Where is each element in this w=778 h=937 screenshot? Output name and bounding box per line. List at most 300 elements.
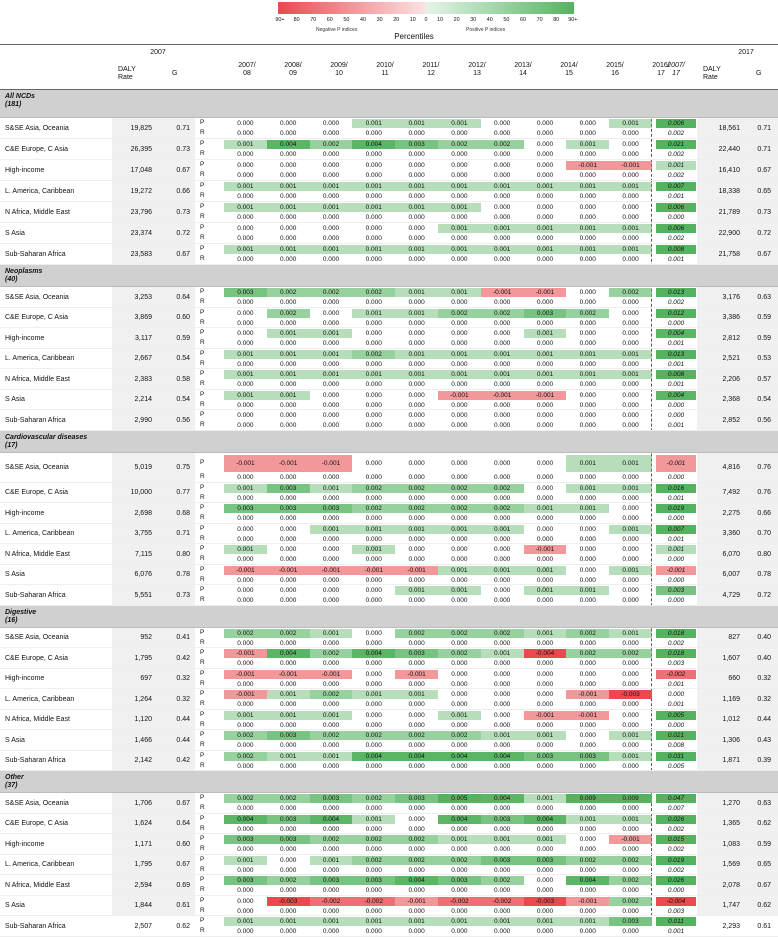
period-header-sub: 16: [611, 70, 619, 77]
r-value: 0.000: [451, 494, 468, 502]
section-count: (40): [5, 276, 18, 283]
r-value: 0.000: [322, 494, 340, 502]
r-value: 0.000: [280, 742, 297, 749]
r-value: 0.000: [280, 846, 297, 853]
r-value: 0.000: [622, 381, 639, 388]
r-label: R: [200, 845, 205, 852]
p-value: -0.002: [310, 897, 353, 906]
r-value: 0.000: [536, 907, 554, 915]
p-value: 0.001: [395, 119, 438, 128]
region-name: L. America, Caribbean: [5, 355, 75, 363]
p-total: 0.004: [656, 329, 696, 338]
legend-tick-zero: 0: [424, 17, 428, 23]
g-2017: 0.54: [757, 396, 771, 404]
p-value: 0.004: [524, 815, 567, 824]
section-header: [0, 90, 778, 118]
r-value: 0.000: [579, 701, 596, 708]
table-row: [0, 896, 778, 917]
g-2007: 0.56: [176, 416, 190, 424]
p-value: 0.000: [408, 711, 425, 719]
p-value: 0.001: [609, 350, 652, 359]
r-value: 0.000: [494, 422, 511, 429]
table-row: [0, 628, 778, 649]
p-label: P: [200, 876, 205, 883]
r-value: 0.000: [322, 381, 340, 388]
region-name: C&E Europe, C Asia: [5, 146, 69, 153]
r-value: 0.000: [408, 639, 425, 647]
p-value: 0.002: [395, 504, 438, 513]
r-value: 0.000: [365, 660, 382, 667]
r-index-row: [200, 400, 652, 410]
table-row: [0, 875, 778, 896]
p-total: -0.001: [656, 566, 696, 575]
p-value: -0.001: [566, 690, 609, 699]
r-value: 0.000: [536, 576, 554, 584]
p-value: -0.001: [566, 161, 609, 170]
p-value: 0.000: [365, 711, 382, 719]
r-value: 0.000: [322, 172, 340, 179]
r-value: 0.000: [494, 473, 511, 481]
p-value: 0.002: [566, 649, 609, 658]
p-index-row: [200, 710, 652, 720]
r-total: 0.001: [667, 256, 685, 263]
p-value: 0.000: [494, 546, 511, 553]
r-value: 0.000: [451, 721, 468, 729]
p-value: 0.000: [451, 162, 468, 169]
r-label: R: [200, 421, 205, 428]
r-value: 0.000: [494, 556, 511, 563]
r-value: 0.000: [451, 422, 468, 429]
p-value: 0.003: [267, 835, 310, 844]
p-value: 0.000: [237, 309, 254, 317]
daly-rate-2017: 1,169: [722, 695, 740, 703]
region-name: Sub-Saharan Africa: [5, 757, 66, 765]
g-2017: 0.40: [757, 654, 771, 662]
p-label: P: [200, 524, 205, 532]
r-value: 0.000: [237, 214, 254, 221]
p-value: 0.000: [237, 587, 254, 594]
r-total: 0.003: [667, 907, 685, 915]
year-2007: 2007: [150, 49, 166, 56]
r-value: 0.000: [579, 340, 596, 347]
region-name: C&E Europe, C Asia: [5, 489, 69, 497]
r-value: 0.000: [579, 235, 596, 242]
r-value: 0.000: [237, 701, 254, 708]
table-row: [0, 118, 778, 139]
r-value: 0.000: [237, 805, 254, 812]
r-value: 0.000: [579, 130, 596, 137]
p-value: -0.001: [438, 391, 481, 400]
daly-rate-2007: 3,253: [134, 293, 152, 301]
r-value: 0.000: [365, 907, 382, 915]
p-index-row: [200, 245, 652, 254]
table-row: [0, 669, 778, 690]
daly-rate-2017: 2,275: [722, 509, 740, 517]
daly-rate-2007: 5,551: [134, 591, 152, 599]
p-total: 0.007: [656, 525, 696, 534]
r-value: 0.000: [237, 130, 254, 137]
table-row: [0, 328, 778, 349]
r-value: 0.000: [280, 535, 297, 543]
p-value: 0.002: [481, 876, 524, 885]
r-value: 0.000: [451, 907, 468, 915]
period-header: 2009/: [330, 62, 348, 69]
daly-rate-2007: 1,264: [134, 695, 152, 703]
p-value: 0.001: [352, 917, 395, 926]
r-total: 0.007: [667, 805, 685, 812]
table-row: [0, 202, 778, 223]
r-value: 0.000: [579, 866, 596, 874]
r-value: 0.000: [536, 866, 554, 874]
r-total: 0.000: [667, 473, 685, 481]
r-value: 0.000: [536, 762, 554, 770]
p-value: 0.000: [494, 587, 511, 594]
r-value: 0.000: [451, 172, 468, 179]
r-value: 0.000: [622, 235, 639, 242]
p-value: 0.001: [481, 350, 524, 359]
r-label: R: [200, 359, 205, 367]
p-value: 0.000: [622, 391, 639, 399]
g-2007: 0.67: [176, 251, 190, 258]
g-2017: 0.76: [757, 464, 771, 471]
r-value: 0.000: [365, 193, 382, 200]
p-total: 0.000: [667, 412, 685, 419]
p-value: 0.002: [310, 649, 353, 658]
r-value: 0.000: [536, 151, 554, 158]
g-2017: 0.73: [757, 209, 771, 216]
r-value: 0.000: [280, 473, 297, 481]
p-value: -0.001: [224, 690, 267, 699]
r-total: 0.001: [667, 680, 685, 688]
r-value: 0.000: [280, 660, 297, 667]
region-name: N Africa, Middle East: [5, 881, 70, 889]
p-value: 0.000: [536, 120, 554, 127]
p-value: 0.000: [494, 670, 511, 678]
r-value: 0.000: [365, 130, 382, 137]
r-value: 0.000: [408, 825, 425, 833]
p-value: 0.001: [224, 484, 267, 493]
r-total: 0.001: [667, 340, 685, 347]
legend-tick: 70: [536, 17, 543, 23]
p-index-row: [200, 545, 652, 554]
r-total: 0.002: [667, 235, 685, 242]
p-value: 0.000: [536, 204, 554, 211]
table-row: [0, 369, 778, 390]
table-row: [0, 287, 778, 308]
r-value: 0.000: [494, 639, 511, 647]
p-index-row: [200, 288, 652, 297]
r-value: 0.000: [494, 762, 511, 770]
r-index-row: [200, 421, 652, 430]
r-value: 0.000: [494, 381, 511, 388]
r-value: 0.000: [322, 235, 340, 242]
r-value: 0.000: [237, 360, 254, 368]
p-label: P: [200, 329, 205, 336]
p-value: 0.001: [481, 731, 524, 740]
r-value: 0.000: [280, 721, 297, 729]
r-total: 0.002: [667, 172, 685, 179]
r-value: 0.000: [237, 319, 254, 327]
table-row: [0, 751, 778, 772]
r-value: 0.000: [536, 805, 554, 812]
p-label: P: [200, 565, 205, 573]
p-value: -0.004: [524, 649, 567, 658]
r-value: 0.000: [365, 494, 382, 502]
p-value: 0.002: [310, 140, 353, 149]
r-total: 0.001: [667, 381, 685, 388]
p-total: 0.019: [656, 856, 696, 865]
p-value: 0.001: [524, 586, 567, 595]
g-2007: 0.66: [176, 188, 190, 195]
r-value: 0.000: [408, 762, 425, 770]
r-value: 0.000: [408, 299, 425, 306]
r-value: 0.000: [408, 556, 425, 563]
r-value: 0.000: [451, 319, 468, 327]
p-value: 0.004: [438, 815, 481, 824]
p-value: -0.001: [224, 566, 267, 575]
p-value: 0.000: [280, 856, 297, 864]
r-value: 0.000: [536, 193, 554, 200]
p-value: 0.000: [622, 546, 639, 553]
r-value: 0.000: [579, 172, 596, 179]
r-value: 0.000: [280, 193, 297, 200]
g-2007: 0.58: [176, 375, 190, 383]
p-value: 0.001: [310, 711, 353, 720]
p-value: 0.002: [481, 484, 524, 493]
r-value: 0.000: [237, 235, 254, 242]
p-value: 0.001: [438, 203, 481, 212]
daly-rate-2017: 16,410: [718, 167, 740, 174]
r-value: 0.000: [536, 825, 554, 833]
percentile-legend: [274, 0, 578, 44]
p-total: 0.001: [656, 545, 696, 554]
daly-rate-2007: 2,383: [134, 375, 152, 383]
p-value: 0.001: [438, 711, 481, 720]
r-value: 0.000: [579, 597, 596, 604]
daly-rate-2007: 7,115: [135, 550, 152, 558]
g-2017: 0.71: [757, 125, 771, 132]
r-label: R: [200, 720, 205, 728]
table-row: [0, 503, 778, 524]
r-value: 0.000: [622, 515, 639, 522]
r-value: 0.000: [322, 928, 340, 935]
r-value: 0.000: [536, 680, 554, 688]
p-value: 0.003: [566, 752, 609, 761]
r-total: 0.000: [667, 319, 685, 327]
r-value: 0.000: [237, 825, 254, 833]
p-value: 0.000: [365, 391, 382, 399]
p-value: 0.004: [566, 876, 609, 885]
p-value: 0.001: [524, 629, 567, 638]
p-value: 0.000: [579, 412, 596, 419]
p-value: 0.001: [224, 711, 267, 720]
p-value: 0.002: [224, 731, 267, 740]
r-total: 0.001: [667, 701, 685, 708]
p-value: 0.000: [365, 629, 382, 637]
p-value: 0.000: [451, 412, 468, 419]
p-value: 0.000: [280, 525, 297, 533]
p-total: 0.015: [656, 835, 696, 844]
daly-rate-2017: 1,747: [722, 902, 740, 910]
r-value: 0.000: [579, 556, 596, 563]
r-total: 0.001: [667, 928, 685, 935]
period-header: 2013/: [514, 62, 532, 69]
p-total: 0.013: [656, 288, 696, 297]
legend-tick: 40: [360, 17, 366, 23]
g-2017: 0.66: [757, 509, 771, 517]
p-total: 0.026: [656, 815, 696, 824]
rate-label-2017: Rate: [703, 74, 718, 81]
p-value: 0.000: [365, 412, 382, 419]
r-value: 0.000: [451, 340, 468, 347]
r-value: 0.000: [237, 494, 254, 502]
r-value: 0.000: [280, 556, 297, 563]
legend-title: Percentiles: [394, 32, 434, 41]
r-value: 0.000: [579, 515, 596, 522]
r-value: 0.000: [280, 151, 297, 158]
r-value: 0.000: [237, 422, 254, 429]
daly-rate-2017: 1,270: [722, 799, 740, 807]
p-index-row: [200, 455, 652, 472]
p-value: 0.001: [224, 370, 267, 379]
p-value: 0.002: [609, 897, 652, 906]
p-value: 0.000: [322, 412, 340, 419]
r-value: 0.000: [622, 401, 639, 409]
r-label: R: [200, 700, 205, 707]
r-value: 0.000: [494, 193, 511, 200]
legend-tick: 80: [553, 17, 560, 23]
daly-rate-2007: 1,844: [134, 902, 152, 910]
p-value: 0.000: [365, 587, 382, 594]
p-index-row: [200, 140, 652, 149]
p-value: 0.001: [352, 690, 395, 699]
r-value: 0.000: [365, 319, 382, 327]
table-row: [0, 855, 778, 876]
r-value: 0.000: [408, 401, 425, 409]
p-value: 0.000: [280, 587, 297, 594]
legend-tick: 50: [503, 17, 510, 23]
p-value: 0.001: [438, 119, 481, 128]
r-value: 0.000: [451, 887, 468, 894]
legend-tick: 90+: [275, 17, 285, 23]
r-value: 0.000: [322, 660, 340, 667]
g-2017: 0.78: [757, 571, 771, 579]
r-value: 0.000: [579, 660, 596, 667]
r-value: 0.000: [322, 299, 340, 306]
period-header: 2014/: [560, 62, 578, 69]
r-value: 0.000: [579, 535, 596, 543]
p-value: 0.003: [224, 835, 267, 844]
r-value: 0.000: [322, 360, 340, 368]
period-header-sub: 13: [473, 70, 481, 77]
g-2017: 0.70: [757, 530, 771, 538]
p-value: 0.000: [237, 162, 254, 169]
r-value: 0.000: [494, 299, 511, 306]
p-value: 0.002: [481, 629, 524, 638]
r-index-row: [200, 845, 652, 854]
p-value: 0.001: [524, 794, 567, 803]
daly-rate-2007: 1,466: [134, 736, 152, 744]
p-value: 0.001: [352, 245, 395, 254]
g-2007: 0.60: [176, 840, 190, 848]
legend-tick: 40: [486, 17, 493, 23]
p-value: -0.001: [524, 391, 567, 400]
r-value: 0.000: [237, 340, 254, 347]
r-label: R: [200, 659, 205, 666]
g-2007: 0.73: [176, 591, 190, 599]
p-label: P: [200, 835, 205, 842]
p-value: 0.001: [267, 203, 310, 212]
p-value: 0.002: [481, 309, 524, 318]
r-value: 0.000: [494, 319, 511, 327]
r-value: 0.000: [622, 805, 639, 812]
r-label: R: [200, 761, 205, 769]
r-value: 0.000: [536, 340, 554, 347]
r-value: 0.000: [579, 151, 596, 158]
period-header: 2011/: [422, 62, 440, 69]
r-value: 0.000: [280, 907, 297, 915]
region-name: S&SE Asia, Oceania: [5, 464, 69, 471]
region-name: S Asia: [5, 902, 25, 910]
r-value: 0.000: [365, 235, 382, 242]
region-name: S Asia: [5, 396, 25, 404]
r-value: 0.000: [494, 151, 511, 158]
p-index-row: [200, 182, 652, 191]
p-value: 0.000: [494, 330, 511, 337]
r-value: 0.000: [365, 680, 382, 688]
r-value: 0.000: [536, 381, 554, 388]
r-value: 0.000: [579, 721, 596, 729]
p-total: -0.004: [656, 897, 696, 906]
daly-rate-2007: 952: [140, 634, 152, 642]
g-2007: 0.72: [176, 230, 190, 237]
p-label: P: [200, 855, 205, 863]
p-value: 0.001: [566, 815, 609, 824]
p-value: 0.000: [494, 459, 511, 467]
r-value: 0.000: [451, 701, 468, 708]
r-value: 0.000: [408, 340, 425, 347]
r-value: 0.000: [494, 887, 511, 894]
r-value: 0.000: [237, 515, 254, 522]
p-value: 0.001: [609, 525, 652, 534]
r-value: 0.000: [451, 660, 468, 667]
r-value: 0.000: [536, 299, 554, 306]
p-value: 0.001: [438, 566, 481, 575]
period-header-sub: 14: [519, 70, 527, 77]
r-value: 0.000: [494, 928, 511, 935]
p-value: 0.001: [524, 224, 567, 233]
legend-tick: 60: [520, 17, 526, 23]
p-value: 0.000: [494, 711, 511, 719]
daly-rate-2007: 3,869: [134, 314, 152, 322]
g-2017: 0.43: [757, 736, 771, 744]
p-value: 0.001: [310, 203, 353, 212]
period-header-sub: 11: [381, 70, 389, 77]
region-name: N Africa, Middle East: [5, 209, 70, 216]
r-value: 0.000: [451, 299, 468, 306]
r-value: 0.000: [237, 299, 254, 306]
r-total: 0.000: [667, 597, 685, 604]
r-value: 0.000: [408, 535, 425, 543]
p-value: 0.004: [481, 794, 524, 803]
r-value: 0.000: [322, 319, 340, 327]
negative-label: Negative P indices: [316, 27, 358, 33]
p-value: 0.000: [365, 225, 382, 232]
g-2017: 0.39: [757, 757, 771, 765]
g-2017: 0.62: [757, 902, 771, 910]
p-total: 0.006: [656, 224, 696, 233]
r-value: 0.000: [408, 235, 425, 242]
